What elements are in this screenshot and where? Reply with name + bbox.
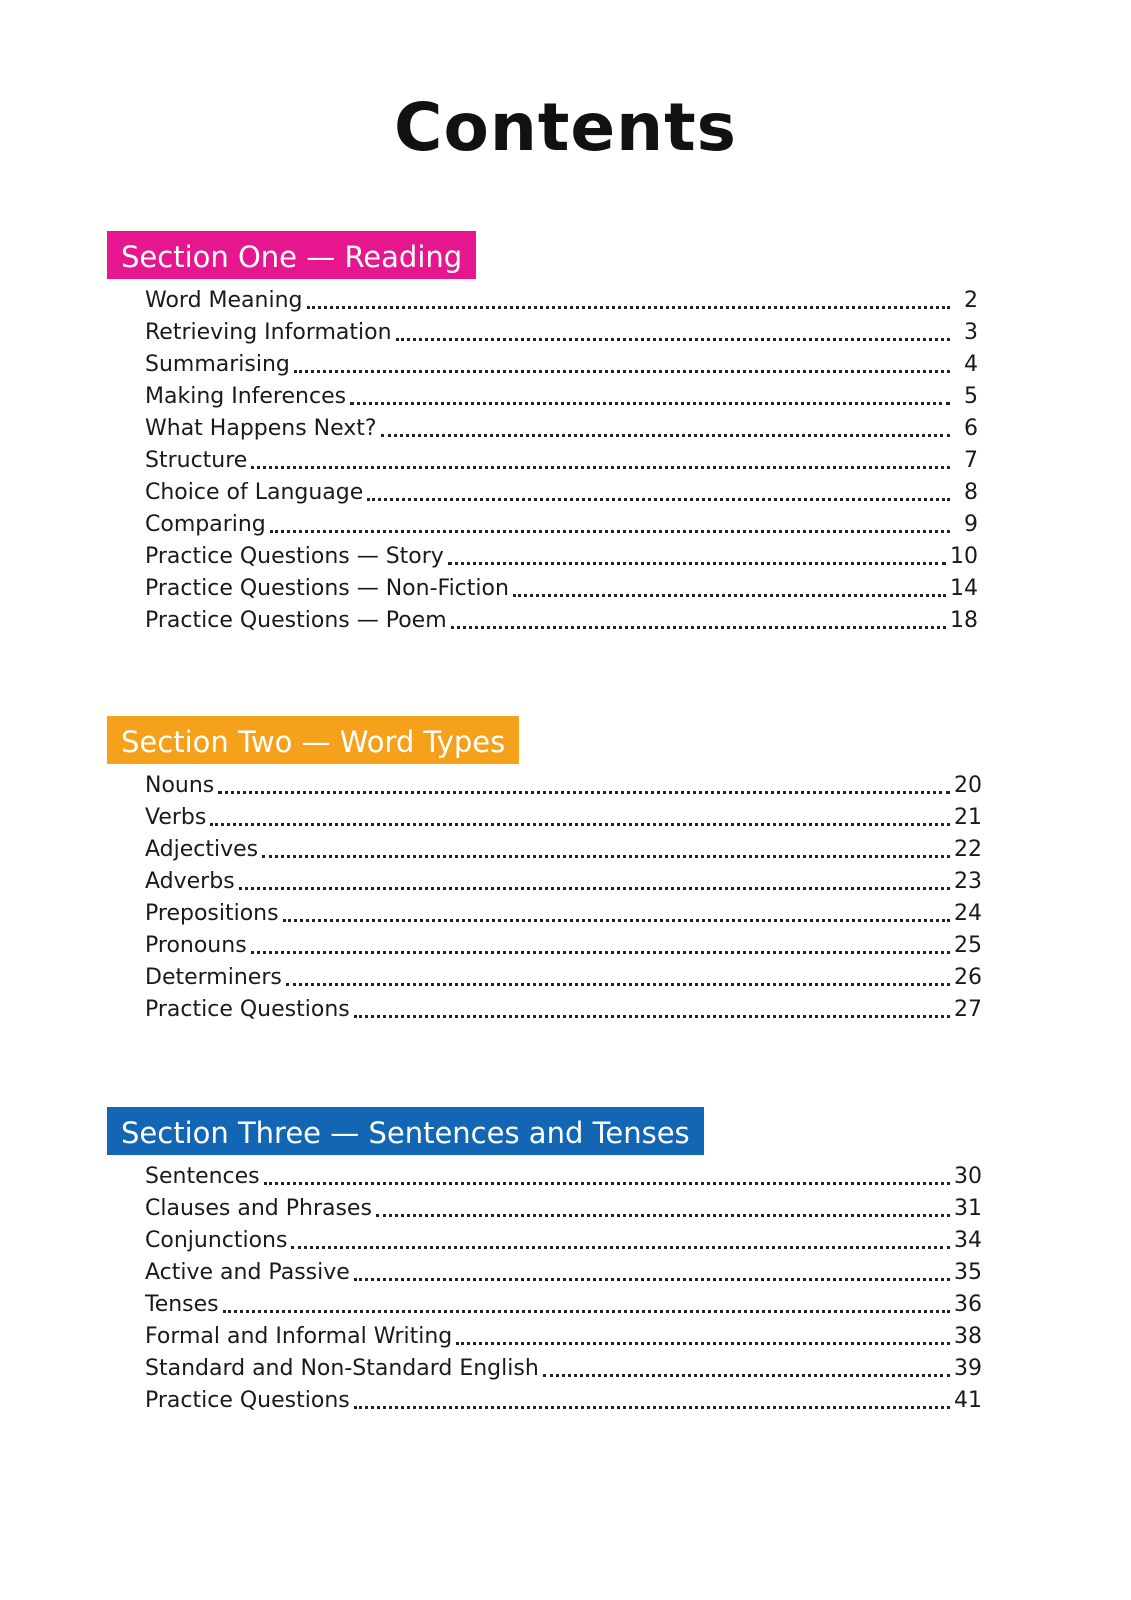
toc-entry: [145, 832, 982, 864]
dot-leader: [262, 855, 950, 858]
entry-page-number: 41: [954, 1388, 982, 1413]
entry-page-number: 20: [954, 773, 982, 798]
entry-label: Formal and Informal Writing: [145, 1324, 453, 1349]
entry-page-number: 10: [950, 544, 978, 569]
dot-leader: [286, 983, 950, 986]
entry-page-number: 24: [954, 901, 982, 926]
dot-leader: [223, 1310, 950, 1313]
dot-leader: [218, 791, 950, 794]
dot-leader: [354, 1015, 950, 1018]
entry-label: Structure: [145, 448, 248, 473]
dot-leader: [264, 1182, 950, 1185]
toc-entry: [145, 992, 982, 1024]
section-word-types: [107, 716, 982, 1024]
entry-label: Conjunctions: [145, 1228, 288, 1253]
section-sentences-tenses: [107, 1107, 982, 1415]
entry-page-number: 2: [964, 288, 978, 313]
dot-leader: [210, 823, 950, 826]
page-title: Contents: [394, 89, 737, 166]
dot-leader: [543, 1374, 950, 1377]
entry-label: Word Meaning: [145, 288, 303, 313]
entry-label: Nouns: [145, 773, 215, 798]
entry-label: Summarising: [145, 352, 290, 377]
toc-entry: [145, 1255, 982, 1287]
section-heading: Section Two — Word Types: [107, 716, 519, 764]
entry-list: [107, 768, 982, 1024]
dot-leader: [451, 626, 946, 629]
entry-label: Choice of Language: [145, 480, 364, 505]
toc-entry: [145, 571, 978, 603]
toc-entry: [145, 1351, 982, 1383]
entry-page-number: 35: [954, 1260, 982, 1285]
entry-list: [107, 1159, 982, 1415]
entry-label: Practice Questions: [145, 1388, 350, 1413]
dot-leader: [350, 402, 950, 405]
toc-entry: [145, 539, 978, 571]
entry-page-number: 4: [964, 352, 978, 377]
entry-label: Verbs: [145, 805, 207, 830]
section-heading: Section One — Reading: [107, 231, 476, 279]
entry-label: Determiners: [145, 965, 282, 990]
toc-entry: [145, 864, 982, 896]
toc-entry: [145, 1159, 982, 1191]
dot-leader: [367, 498, 950, 501]
dot-leader: [376, 1214, 950, 1217]
toc-entry: [145, 768, 982, 800]
dot-leader: [513, 594, 946, 597]
toc-entry: [145, 1383, 982, 1415]
entry-page-number: 18: [950, 608, 978, 633]
section-reading: [107, 231, 978, 635]
entry-page-number: 8: [964, 480, 978, 505]
toc-entry: [145, 507, 978, 539]
toc-entry: [145, 315, 978, 347]
entry-label: Retrieving Information: [145, 320, 392, 345]
entry-page-number: 25: [954, 933, 982, 958]
toc-entry: [145, 283, 978, 315]
dot-leader: [354, 1406, 950, 1409]
entry-page-number: 7: [964, 448, 978, 473]
toc-entry: [145, 1191, 982, 1223]
entry-page-number: 21: [954, 805, 982, 830]
entry-page-number: 31: [954, 1196, 982, 1221]
dot-leader: [251, 951, 950, 954]
toc-entry: [145, 443, 978, 475]
dot-leader: [354, 1278, 950, 1281]
toc-entry: [145, 603, 978, 635]
entry-label: Adverbs: [145, 869, 235, 894]
dot-leader: [456, 1342, 950, 1345]
toc-entry: [145, 475, 978, 507]
entry-label: Practice Questions — Non-Fiction: [145, 576, 509, 601]
section-heading: Section Three — Sentences and Tenses: [107, 1107, 704, 1155]
entry-page-number: 34: [954, 1228, 982, 1253]
dot-leader: [239, 887, 950, 890]
entry-label: Active and Passive: [145, 1260, 350, 1285]
entry-label: What Happens Next?: [145, 416, 377, 441]
entry-page-number: 27: [954, 997, 982, 1022]
entry-page-number: 26: [954, 965, 982, 990]
toc-entry: [145, 379, 978, 411]
entry-label: Practice Questions: [145, 997, 350, 1022]
dot-leader: [251, 466, 950, 469]
entry-page-number: 5: [964, 384, 978, 409]
entry-page-number: 39: [954, 1356, 982, 1381]
entry-page-number: 14: [950, 576, 978, 601]
entry-page-number: 36: [954, 1292, 982, 1317]
dot-leader: [283, 919, 950, 922]
toc-entry: [145, 347, 978, 379]
entry-label: Comparing: [145, 512, 266, 537]
dot-leader: [291, 1246, 950, 1249]
entry-label: Tenses: [145, 1292, 219, 1317]
entry-label: Practice Questions — Story: [145, 544, 444, 569]
entry-label: Practice Questions — Poem: [145, 608, 447, 633]
dot-leader: [270, 530, 950, 533]
entry-label: Sentences: [145, 1164, 260, 1189]
entry-label: Adjectives: [145, 837, 259, 862]
entry-page-number: 6: [964, 416, 978, 441]
entry-label: Making Inferences: [145, 384, 347, 409]
entry-page-number: 22: [954, 837, 982, 862]
entry-page-number: 30: [954, 1164, 982, 1189]
toc-entry: [145, 896, 982, 928]
toc-entry: [145, 960, 982, 992]
toc-entry: [145, 1319, 982, 1351]
entry-label: Pronouns: [145, 933, 247, 958]
entry-label: Prepositions: [145, 901, 279, 926]
toc-entry: [145, 1287, 982, 1319]
entry-page-number: 9: [964, 512, 978, 537]
dot-leader: [396, 338, 950, 341]
toc-entry: [145, 1223, 982, 1255]
entry-page-number: 38: [954, 1324, 982, 1349]
entry-label: Clauses and Phrases: [145, 1196, 372, 1221]
entry-list: [107, 283, 978, 635]
toc-entry: [145, 800, 982, 832]
dot-leader: [381, 434, 950, 437]
dot-leader: [307, 306, 950, 309]
entry-label: Standard and Non-Standard English: [145, 1356, 539, 1381]
dot-leader: [448, 562, 946, 565]
entry-page-number: 23: [954, 869, 982, 894]
dot-leader: [294, 370, 950, 373]
toc-entry: [145, 411, 978, 443]
entry-page-number: 3: [964, 320, 978, 345]
toc-entry: [145, 928, 982, 960]
